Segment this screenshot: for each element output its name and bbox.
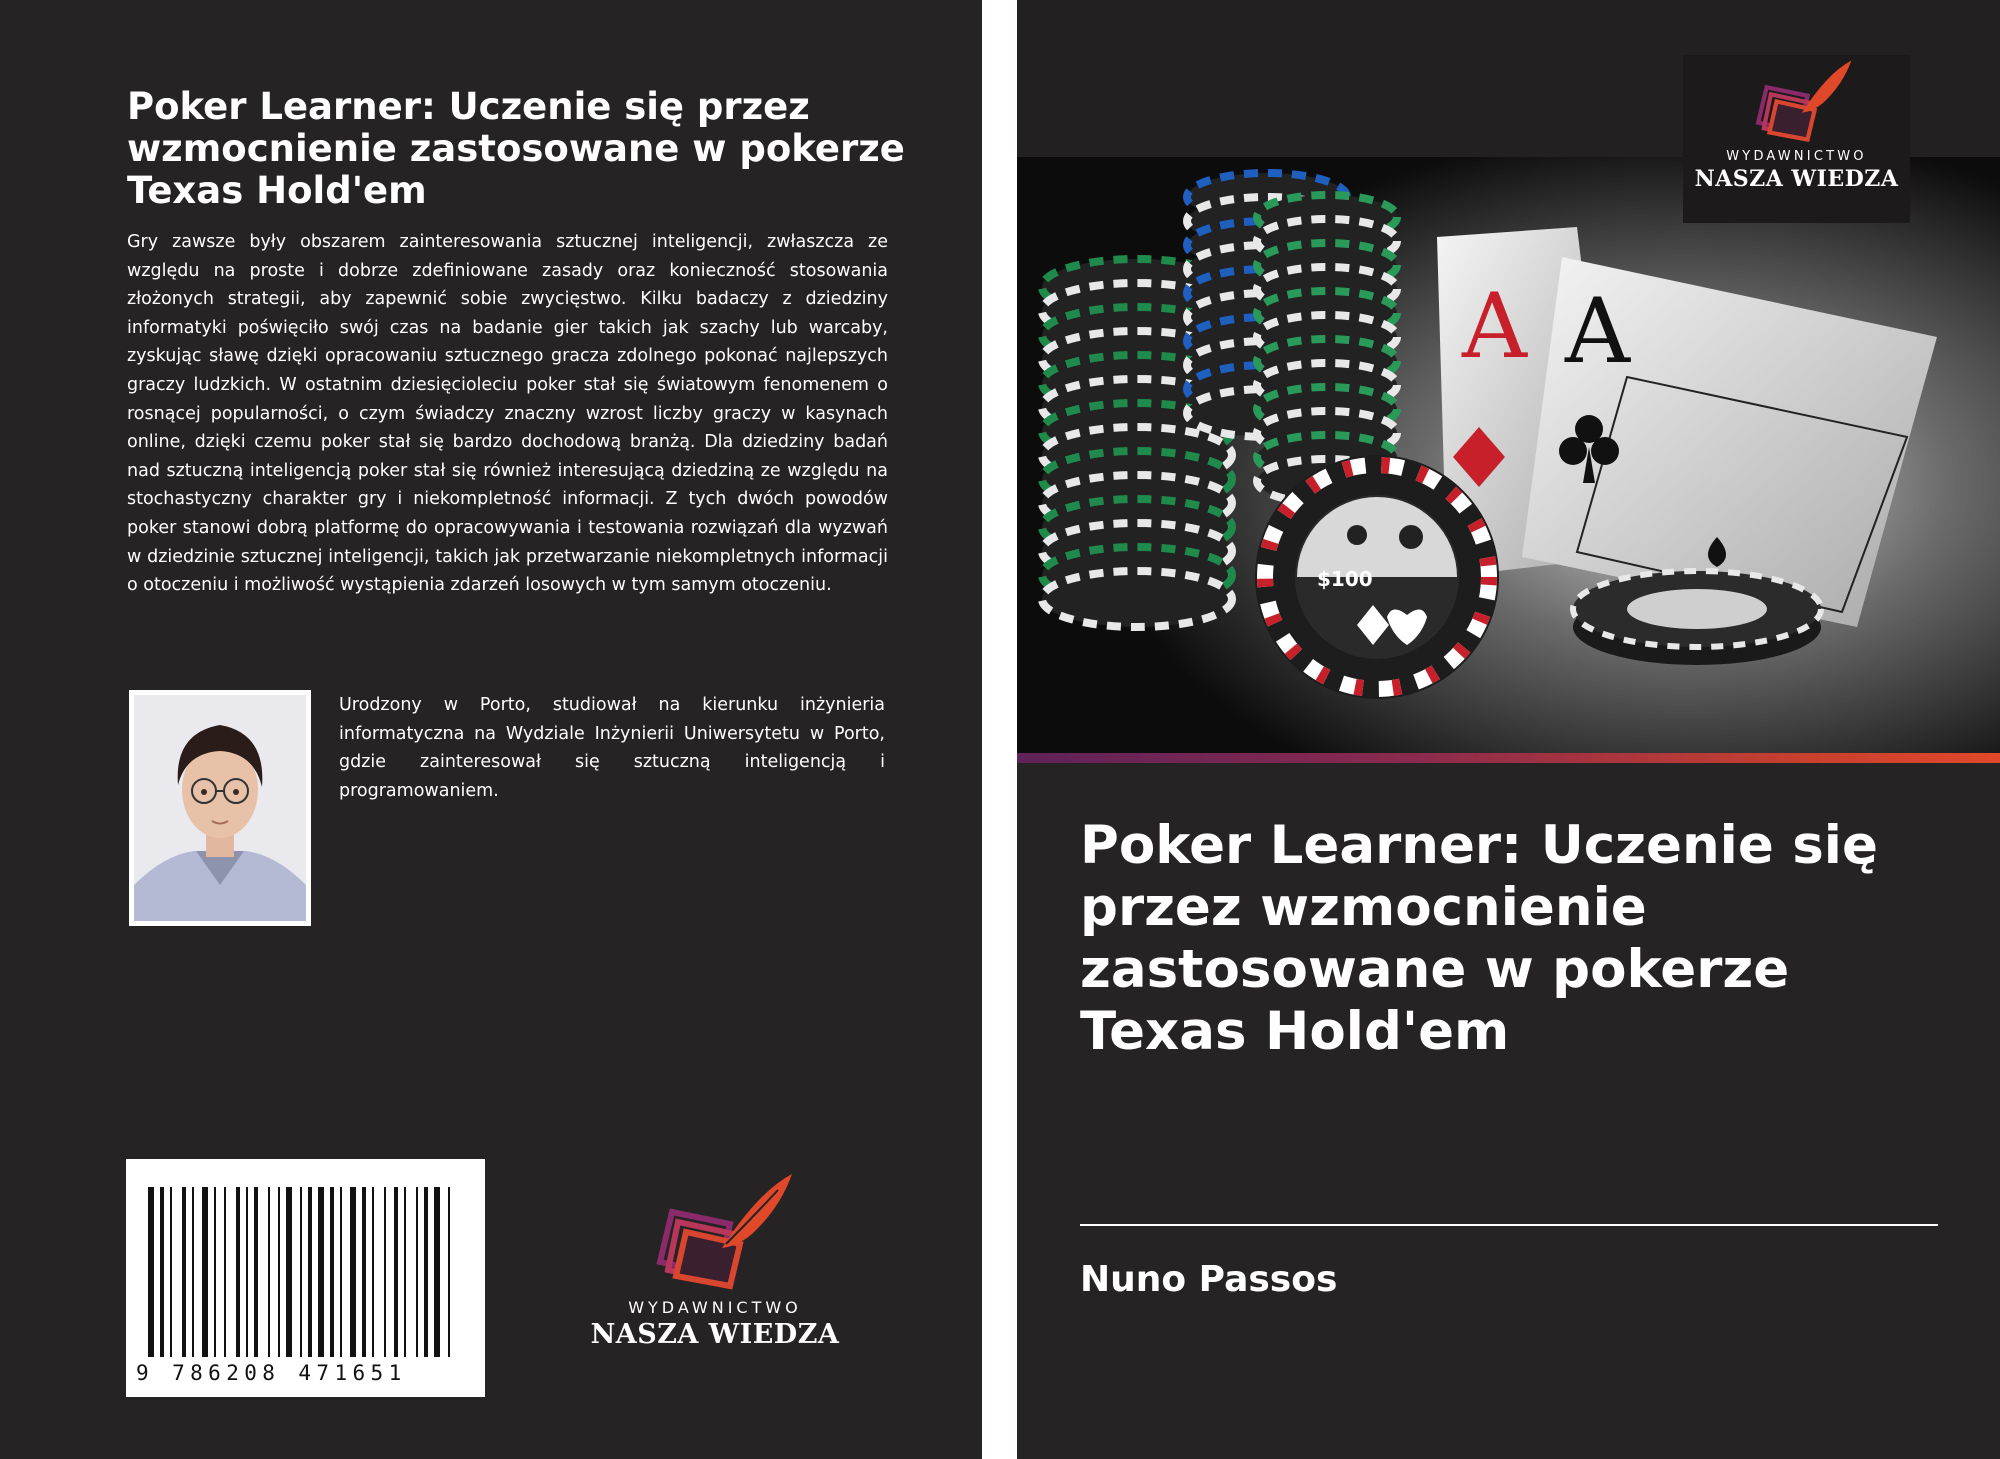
book-description: Gry zawsze były obszarem zainteresowania sztucznej inteligencji, zwłaszcza ze względu na proste i dobrze zdefiniowane zasady oraz konieczność stosowania złożonych strategii, aby zapewnić sobie zwycięstwo. Kilku badaczy z dziedziny informatyki poświęciło swój czas na badanie gier takich jak szachy lub warcaby, zyskując sławę dzięki opracowaniu sztucznego gracza zdolnego pokonać najlepszych graczy ludzkich. W ostatnim dziesięcioleciu poker stał się światowym fenomenem o rosnącej popularności, o czym świadczy znaczny wzrost liczby graczy w kasynach online, dzięki czemu poker stał się bardzo dochodową branżą. Dla dziedziny badań nad sztuczną inteligencją poker stał się również interesującą dziedziną ze względu na stochastyczny charakter gry i niekompletność informacji. Z tych dwóch powodów poker stanowi dobrą platformę do opracowywania i testowania rozwiązań dla wyzwań w dziedzinie sztucznej inteligencji, takich jak przetwarzanie niekompletnych informacji o otoczeniu i możliwość wystąpienia zdarzeń losowych w tym samym otoczeniu. [127,232,888,596]
poker-chip-100 [1255,455,1499,699]
book-quill-icon [630,1170,800,1290]
book-quill-icon [1737,55,1857,145]
front-cover-title: Poker Learner: Uczenie się przez wzmocnienie zastosowane w pokerze Texas Hold'em [1080,815,1878,1062]
front-cover [1017,0,2000,1459]
title-divider [1080,1224,1938,1226]
isbn-barcode [126,1159,485,1397]
front-publisher-line2: NASZA WIEDZA [1694,166,1899,192]
back-cover-title: Poker Learner: Uczenie się przez wzmocnienie zastosowane w pokerze Texas Hold'em [127,85,905,212]
svg-text:$100: $100 [1317,567,1373,591]
author-name: Nuno Passos [1080,1259,1338,1300]
publisher-logo [590,1170,840,1350]
accent-stripe [1017,753,2000,763]
back-cover [0,0,982,1459]
poker-chip-right [1573,571,1821,665]
author-photo [129,690,311,926]
spine [982,0,1017,1459]
svg-text:A: A [1565,279,1630,384]
svg-text:A: A [1462,274,1527,379]
publisher-line1: WYDAWNICTWO [628,1298,802,1317]
publisher-line2: NASZA WIEDZA [590,1319,840,1350]
author-bio: Urodzony w Porto, studiował na kierunku inżynieria informatyczna na Wydziale Inżynierii Uniwersytetu w Porto, gdzie zainteresował się sztuczną inteligencją i programowaniem. [339,695,885,801]
isbn-number: 9 786208 471651 [136,1361,407,1385]
front-publisher-logo [1683,55,1910,223]
cover-photo [1017,157,2000,753]
front-publisher-line1: WYDAWNICTWO [1726,149,1867,164]
